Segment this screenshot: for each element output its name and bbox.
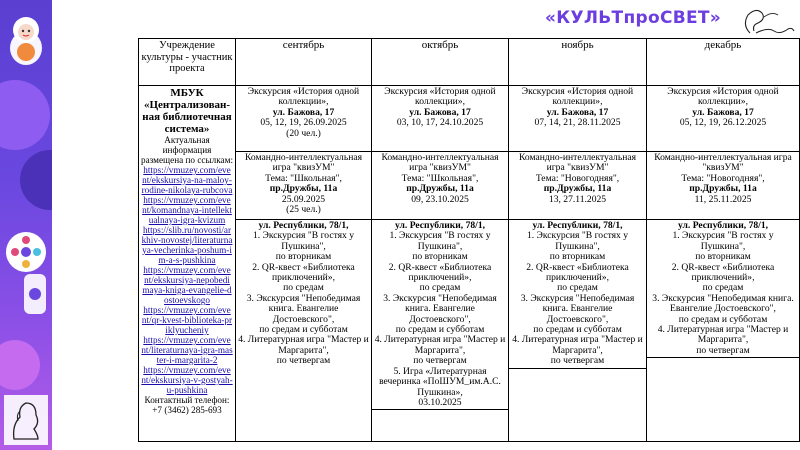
event-dates: 05, 12, 19, 26.09.2025: [260, 117, 347, 129]
cell-oct-excursion: [372, 86, 509, 152]
decorative-sidebar: [0, 0, 52, 450]
program-item: 2. QR-квест «Библиотека приключений»,: [671, 261, 775, 284]
event-title: Экскурсия «История одной коллекции»,: [384, 86, 496, 108]
program-item: по средам: [419, 282, 461, 294]
decor-circle: [0, 80, 50, 150]
program-item: 1. Экскурсия "В гостях у Пушкина",: [389, 230, 491, 252]
link-literary-party[interactable]: https://slib.ru/novosti/arkhiv-novostej/literaturnaya-vecherinka-poshum-im-a-s-pushkina: [141, 225, 233, 265]
brand-title: «КУЛЬТпроСВЕТ»: [545, 8, 722, 28]
event-address: ул. Бажова, 17: [272, 106, 335, 118]
institution-name: МБУК «Централизован-ная библиотечная система»: [142, 87, 232, 135]
cell-sep-quiz: [236, 152, 372, 220]
link-master-margarita[interactable]: https://vmuzey.com/event/literaturnaya-igra-master-i-margarita-2: [141, 335, 233, 365]
schedule-table: [138, 38, 800, 442]
program-item: по средам и субботам: [678, 313, 768, 325]
program-item: по средам: [702, 282, 744, 294]
program-item: 1. Экскурсия "В гостях у Пушкина",: [672, 230, 774, 252]
program-item-extra-dates: 03.10.2025: [418, 396, 462, 408]
link-qr-quest[interactable]: https://vmuzey.com/event/qr-kvest-biblioteka-priklyucheniy: [141, 305, 233, 335]
program-item: по четвергам: [276, 355, 331, 367]
program-item: по вторникам: [695, 251, 751, 263]
event-note: (20 чел.): [286, 127, 321, 139]
event-address: пр.Дружбы, 11а: [406, 183, 474, 195]
program-item: по вторникам: [275, 251, 332, 263]
header-month-october: октябрь: [372, 39, 509, 86]
cell-oct-pushkin-program: [372, 220, 509, 442]
event-dates: 05, 12, 19, 26.12.2025: [679, 117, 767, 129]
program-item: 3. Экскурсия "Непобедимая книга. Евангелие Достоевского",: [652, 292, 794, 315]
decor-circle: [0, 340, 40, 390]
institution-info: Актуальная информация размещена по ссылкам:: [141, 135, 233, 165]
cell-sep-excursion: [236, 86, 372, 152]
event-theme: Тема: "Школьная",: [401, 172, 479, 184]
event-address: ул. Республики, 78/1,: [258, 220, 349, 231]
program-item: по средам: [283, 282, 324, 294]
event-dates: 11, 25.11.2025: [694, 193, 752, 205]
event-dates: 25.09.2025: [281, 193, 326, 205]
matryoshka-icon: [8, 14, 44, 66]
event-address: ул. Бажова, 17: [692, 106, 754, 118]
event-address: ул. Республики, 78/1,: [394, 220, 486, 231]
event-theme: Тема: "Новогодняя",: [681, 172, 765, 184]
link-quiz-kvizum[interactable]: https://vmuzey.com/event/komandnaya-intellektualnaya-igra-kvizum: [142, 195, 232, 225]
program-item: по средам и субботам: [395, 324, 485, 336]
event-address: ул. Бажова, 17: [409, 106, 471, 118]
program-item: 3. Экскурсия "Непобедимая книга. Евангелие Достоевского",: [246, 292, 361, 325]
program-item: по средам и субботам: [533, 324, 622, 336]
program-item: по вторникам: [549, 251, 606, 263]
event-note: (25 чел.): [286, 204, 321, 216]
program-item: по средам: [557, 282, 598, 294]
decor-circle: [20, 150, 52, 210]
program-item: 4. Литературная игра "Мастер и Маргарита",: [238, 334, 369, 356]
event-address: пр.Дружбы, 11а: [269, 183, 338, 195]
cell-nov-pushkin-program: [509, 220, 647, 442]
header-month-november: ноябрь: [509, 39, 647, 86]
event-title: Командно-интеллектуальная игра "квизУМ": [381, 152, 499, 174]
event-dates: 07, 14, 21, 28.11.2025: [534, 117, 621, 129]
institution-links: [141, 165, 233, 395]
event-theme: Тема: "Школьная",: [265, 172, 342, 184]
header-month-september: сентябрь: [236, 39, 372, 86]
event-title: Экскурсия «История одной коллекции»,: [247, 86, 360, 108]
program-item: 2. QR-квест «Библиотека приключений»,: [388, 261, 492, 284]
program-item: по средам и субботам: [259, 324, 348, 336]
cell-sep-pushkin-program: [236, 220, 372, 442]
header-institution: Учреждение культуры - участник проекта: [139, 39, 236, 86]
header-month-december: декабрь: [647, 39, 800, 86]
cell-dec-quiz: [647, 152, 800, 220]
event-address: ул. Республики, 78/1,: [532, 220, 623, 231]
program-item: по четвергам: [696, 344, 750, 356]
program-item: 1. Экскурсия "В гостях у Пушкина",: [252, 230, 355, 252]
event-title: Экскурсия «История одной коллекции»,: [667, 86, 779, 108]
program-item: 1. Экскурсия "В гостях у Пушкина",: [526, 230, 629, 252]
pushkin-bust-icon: [4, 395, 48, 445]
film-reel-icon: [4, 212, 50, 332]
program-item: по вторникам: [412, 251, 468, 263]
link-excursion-dostoevsky[interactable]: https://vmuzey.com/event/ekskursiya-nepobedimaya-kniga-evangelie-dostoevskogo: [142, 265, 232, 305]
event-address: пр.Дружбы, 11а: [689, 183, 757, 195]
program-item: 3. Экскурсия "Непобедимая книга. Евангелие Достоевского",: [520, 292, 635, 325]
event-dates: 09, 23.10.2025: [411, 193, 469, 205]
event-theme: Тема: "Новогодняя",: [535, 172, 620, 184]
program-item: 2. QR-квест «Библиотека приключений»,: [252, 261, 355, 284]
program-item: 4. Литературная игра "Мастер и Маргарита",: [657, 324, 789, 346]
cell-oct-quiz: [372, 152, 509, 220]
program-item: 4. Литературная игра "Мастер и Маргарита",: [374, 334, 506, 356]
phone-label: Контактный телефон:: [144, 395, 230, 405]
program-item: по четвергам: [550, 355, 605, 367]
link-excursion-rubtsov[interactable]: https://vmuzey.com/event/ekskursiya-na-maloy-rodine-nikolaya-rubcova: [141, 165, 233, 195]
event-title: Командно-интеллектуальная игра "квизУМ": [654, 152, 792, 174]
link-excursion-pushkin[interactable]: https://vmuzey.com/event/ekskursiya-v-gostyah-u-pushkina: [141, 365, 233, 395]
event-title: Командно-интеллектуальная игра "квизУМ": [518, 152, 637, 174]
program-item: 2. QR-квест «Библиотека приключений»,: [526, 261, 629, 284]
pushkin-signature: [738, 3, 796, 41]
cell-nov-excursion: [509, 86, 647, 152]
program-item-extra: 5. Игра «Литературная вечеринка «ПоШУМ_им.А.С. Пушкина»,: [379, 365, 501, 398]
event-dates: 03, 10, 17, 24.10.2025: [396, 117, 484, 129]
event-dates: 13, 27.11.2025: [548, 193, 607, 205]
program-item: 3. Экскурсия "Непобедимая книга. Евангелие Достоевского",: [383, 292, 497, 325]
event-title: Экскурсия «История одной коллекции»,: [521, 86, 634, 108]
cell-nov-quiz: [509, 152, 647, 220]
event-title: Командно-интеллектуальная игра "квизУМ": [244, 152, 363, 174]
event-address: пр.Дружбы, 11а: [543, 183, 612, 195]
cell-dec-excursion: [647, 86, 800, 152]
event-address: ул. Бажова, 17: [546, 106, 609, 118]
cell-dec-pushkin-program: [647, 220, 800, 442]
event-address: ул. Республики, 78/1,: [677, 220, 769, 231]
phone-number: +7 (3462) 285-693: [152, 405, 222, 415]
institution-cell: [139, 86, 236, 442]
program-item: 4. Литературная игра "Мастер и Маргарита",: [512, 334, 643, 356]
program-item: по четвергам: [413, 355, 467, 367]
